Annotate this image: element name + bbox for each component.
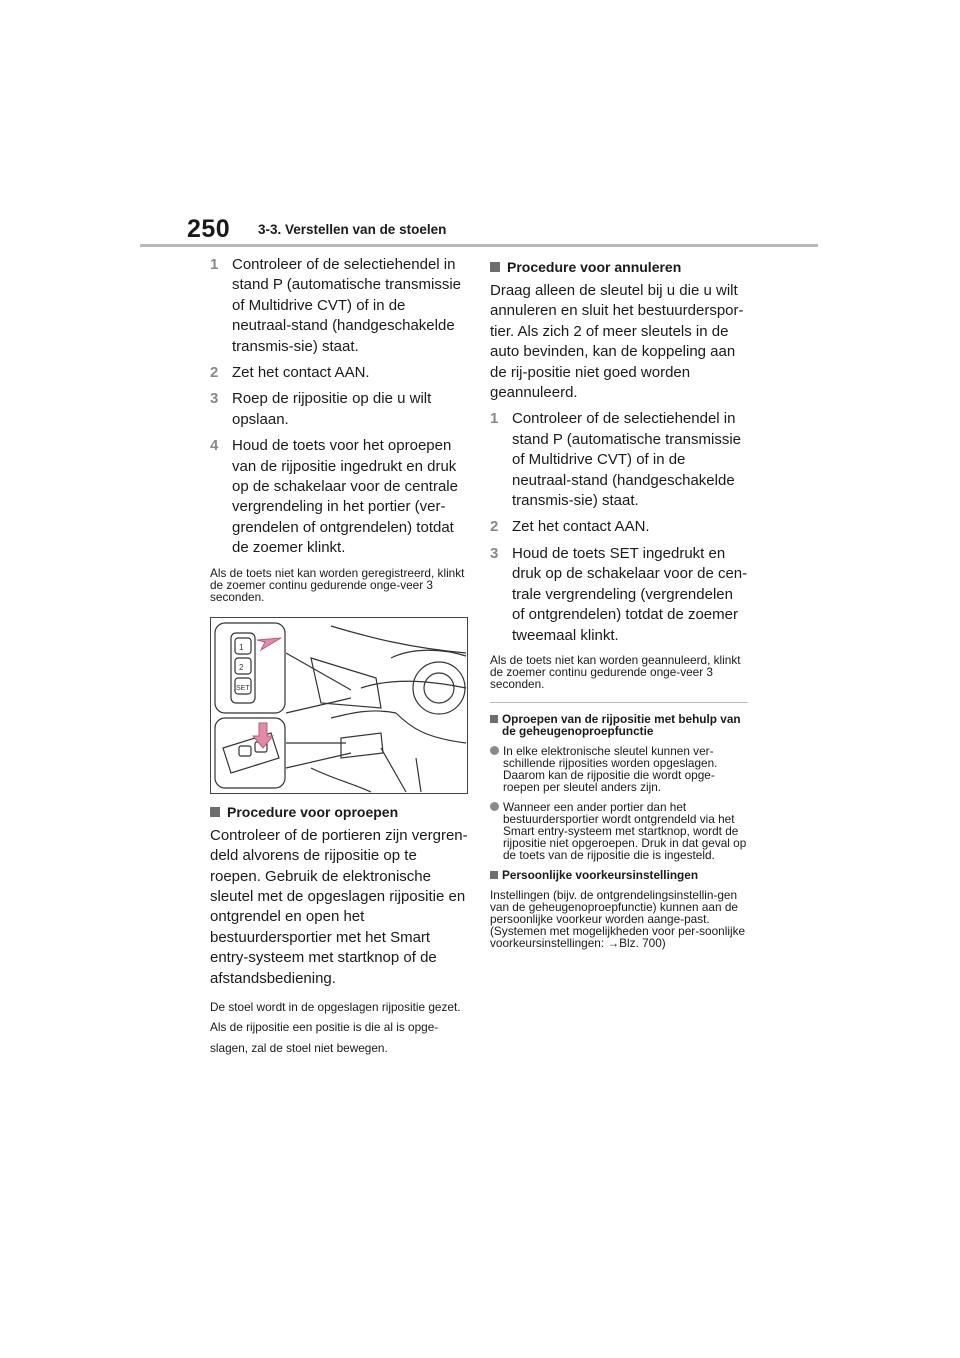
left-step-4 xyxy=(210,436,468,558)
section-title: 3-3. Verstellen van de stoelen xyxy=(258,222,447,237)
step-number: 2 xyxy=(490,518,499,536)
memory-recall-heading xyxy=(490,713,748,737)
right-step-2 xyxy=(490,517,748,537)
step-text: Roep de rijpositie op die u wilt opslaan. xyxy=(232,390,432,428)
circle-bullet-icon xyxy=(490,746,499,755)
recall-note: De stoel wordt in de opgeslagen rijpositie gezet. Als de rijpositie een positie is die al is opge-slagen, zal de stoel niet bewegen. xyxy=(210,999,461,1055)
square-bullet-icon xyxy=(210,807,220,817)
set-button: SET xyxy=(236,684,250,692)
step-text: Zet het contact AAN. xyxy=(232,364,370,382)
header-divider xyxy=(140,244,818,247)
bullet-item xyxy=(490,745,748,793)
bullet-text: Wanneer een ander portier dan het bestuurdersportier wordt ontgrendeld via het Smart entry-systeem met startknop, wordt de rijpositie niet opgeroepen. Druk in dat geval op de toets van de rijpositie die is ingesteld. xyxy=(503,799,747,862)
press-arrow-icon xyxy=(253,723,273,748)
step-text: Houd de toets SET ingedrukt en druk op de schakelaar voor de cen-trale vergrendeling (vergrendelen of ontgrendelen) totdat de zoemer tweemaal klinkt. xyxy=(512,544,748,644)
step-number: 3 xyxy=(210,390,219,408)
square-bullet-icon xyxy=(490,715,498,723)
right-step-3 xyxy=(490,544,748,646)
memory-button-2: 2 xyxy=(239,662,244,672)
preferences-heading-text: Persoonlijke voorkeursinstellingen xyxy=(502,867,699,882)
cancel-heading xyxy=(490,259,748,275)
step-number: 4 xyxy=(210,437,219,455)
cancel-paragraph: Draag alleen de sleutel bij u die u wilt annuleren en sluit het bestuurderspor-tier. Als zich 2 of meer sleutels in de auto bevinden, kan de koppeling aan de rij-positie niet goed worden geannuleerd. xyxy=(490,282,744,402)
memory-switch-illustration xyxy=(210,617,468,794)
left-column xyxy=(210,255,468,1058)
step-number: 3 xyxy=(490,544,499,562)
bullet-text: In elke elektronische sleutel kunnen ver-schillende rijposities worden opgeslagen. Daarom kan de rijpositie die wordt opge-roepen per sleutel anders zijn. xyxy=(503,743,718,794)
note-divider xyxy=(490,702,748,703)
square-bullet-icon xyxy=(490,871,498,879)
memory-button-1: 1 xyxy=(239,642,244,652)
step-text: Houd de toets voor het oproepen van de rijpositie ingedrukt en druk op de schakelaar voor de centrale vergrendeling in het portier (ver-grendelen of ontgrendelen) totdat de zoemer klinkt. xyxy=(232,437,458,557)
cancel-note: Als de toets niet kan worden geannuleerd, klinkt de zoemer continu gedurende onge-veer 3 seconden. xyxy=(490,652,741,691)
right-column xyxy=(490,255,748,949)
left-step-3 xyxy=(210,389,468,430)
recall-paragraph: Controleer of de portieren zijn vergren-deld alvorens de rijpositie op te roepen. Gebruik de elektronische sleutel met de opgeslagen rijpositie en ontgrendel en open het bestuurdersportier met het Smart entry-systeem met startknop of de afstandsbediening. xyxy=(210,826,468,987)
recall-heading xyxy=(210,804,468,820)
left-step-2 xyxy=(210,363,468,383)
square-bullet-icon xyxy=(490,262,500,272)
step-text: Zet het contact AAN. xyxy=(512,518,650,536)
step-number: 1 xyxy=(210,256,219,273)
door-switch-diagram xyxy=(211,618,467,793)
preferences-heading xyxy=(490,869,748,881)
register-note: Als de toets niet kan worden geregistreerd, klinkt de zoemer continu gedurende onge-veer 3 seconden. xyxy=(210,565,465,604)
circle-bullet-icon xyxy=(490,802,499,811)
step-text: Controleer of de selectiehendel in stand P (automatische transmissie of Multidrive CVT) of in de neutraal-stand (handgeschakelde transmis-sie) staat. xyxy=(512,410,741,510)
cancel-heading-text: Procedure voor annuleren xyxy=(507,259,682,275)
step-text: Controleer of de selectiehendel in stand P (automatische transmissie of Multidrive CVT) of in de neutraal-stand (handgeschakelde transmis-sie) staat. xyxy=(232,256,461,355)
memory-recall-heading-text: Oproepen van de rijpositie met behulp van de geheugenoproepfunctie xyxy=(502,711,741,738)
bullet-item xyxy=(490,801,748,861)
step-number: 2 xyxy=(210,364,219,382)
left-step-1 xyxy=(210,255,468,357)
press-arrow-icon xyxy=(257,638,281,650)
step-number: 1 xyxy=(490,410,499,428)
recall-heading-text: Procedure voor oproepen xyxy=(227,803,399,820)
right-step-1 xyxy=(490,409,748,511)
preferences-text: Instellingen (bijv. de ontgrendelingsinstellin-gen van de geheugenoproepfunctie) kunnen aan de persoonlijke voorkeur worden aange-past. (Systemen met mogelijkheden voor per-soonlijke voorkeursinstellingen: →Blz. 700) xyxy=(490,887,746,950)
page-number: 250 xyxy=(187,215,231,243)
